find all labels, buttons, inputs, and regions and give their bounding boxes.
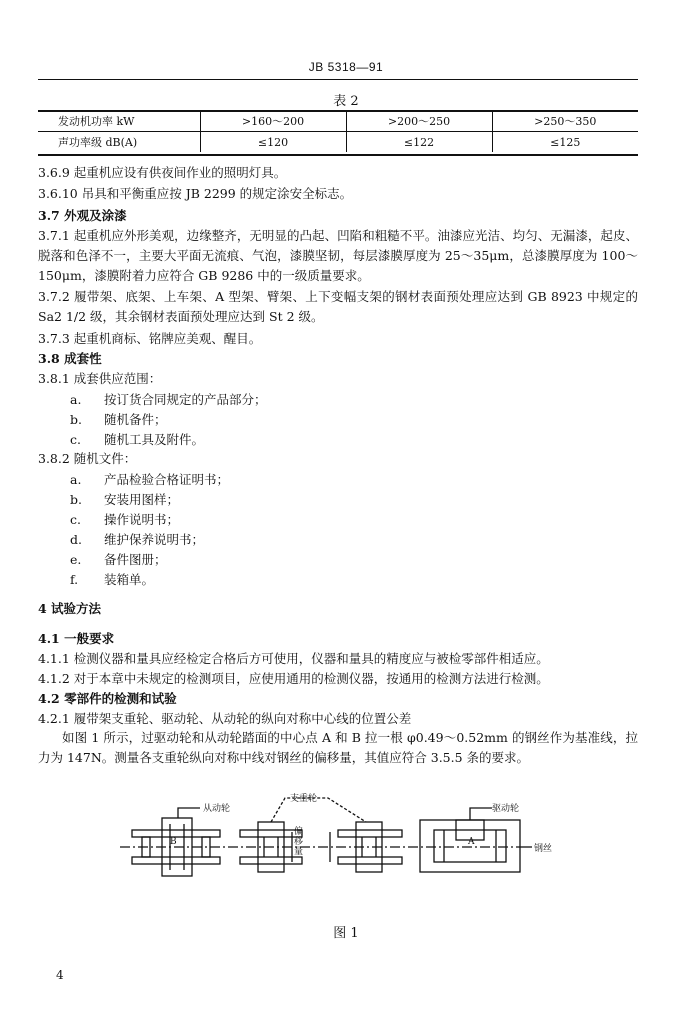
section-4-title: 4 试验方法	[38, 601, 102, 616]
standard-number: JB 5318—91	[308, 60, 384, 74]
roller-leader	[271, 798, 366, 822]
clause-4-2-1: 4.2.1 履带架支重轮、驱动轮、从动轮的纵向对称中心线的位置公差	[38, 711, 412, 726]
clause-3-8-2: 3.8.2 随机文件：	[38, 451, 137, 466]
header-rule	[38, 79, 638, 80]
table-caption: 表 2	[333, 94, 359, 109]
table-cell: ≤122	[346, 132, 492, 153]
clause-3-7-3: 3.7.3 起重机商标、铭牌应美观、醒目。	[38, 331, 262, 346]
page-number: 4	[56, 968, 64, 982]
list-item: c. 随机工具及附件。	[70, 432, 205, 447]
list-item: e. 备件图册；	[70, 552, 167, 567]
sprocket-leader	[470, 808, 492, 820]
label-sprocket: 驱动轮	[492, 804, 520, 814]
list-item: a. 按订货合同规定的产品部分；	[70, 392, 267, 407]
clause-4-2-1-body: 如图 1 所示，过驱动轮和从动轮踏面的中心点 A 和 B 拉一根 φ0.49～0.52mm 的钢丝作为基准线，拉力为 147N。测量各支重轮纵向对称中线对钢丝的偏移量，其值应符合 3.5.5 条的要求。	[38, 730, 638, 765]
table-row	[38, 111, 638, 132]
label-idler: 从动轮	[203, 804, 231, 814]
section-4-2-title: 4.2 零部件的检测和试验	[38, 691, 177, 706]
table-bottom-rule	[38, 154, 638, 156]
section-3-8-title: 3.8 成套性	[38, 351, 102, 366]
idler-leader	[178, 808, 200, 818]
label-wire: 钢丝	[534, 844, 553, 854]
clause-3-7-2: 3.7.2 履带架、底架、上车架、A 型架、臂架、上下变幅支架的钢材表面预处理应达到 GB 8923 中规定的 Sa2 1/2 级，其余钢材表面预处理应达到 St 2 级。	[38, 289, 638, 324]
table-cell: >250～350	[492, 111, 638, 132]
clause-3-6-10: 3.6.10 吊具和平衡重应按 JB 2299 的规定涂安全标志。	[38, 186, 353, 201]
list-item: a. 产品检验合格证明书；	[70, 472, 230, 487]
clause-3-7-1: 3.7.1 起重机应外形美观，边缘整齐，无明显的凸起、凹陷和粗糙不平。油漆应光洁、均匀、无漏漆，起皮、脱落和色泽不一，主要大平面无流痕、气泡，漆膜坚韧，每层漆膜厚度为 25～35μm，总漆膜厚度为 100～150μm，漆膜附着力应符合 GB 9286 中的一级质量要求。	[38, 228, 638, 283]
noise-table	[38, 111, 638, 152]
table-row	[38, 132, 638, 153]
section-4-1-title: 4.1 一般要求	[38, 631, 115, 646]
table-cell: ≤120	[200, 132, 346, 153]
list-item: c. 操作说明书；	[70, 512, 180, 527]
list-item: f. 装箱单。	[70, 572, 155, 587]
clause-3-6-9: 3.6.9 起重机应设有供夜间作业的照明灯具。	[38, 165, 287, 180]
clause-4-1-2: 4.1.2 对于本章中未规定的检测项目，应使用通用的检测仪器，按通用的检测方法进行检测。	[38, 671, 549, 686]
table-cell: >160～200	[200, 111, 346, 132]
label-track-roller: 支重轮	[290, 794, 318, 804]
table-cell: ≤125	[492, 132, 638, 153]
label-point-a: A	[468, 837, 475, 847]
row-label: 声功率级 dB(A)	[58, 136, 138, 149]
clause-3-8-1: 3.8.1 成套供应范围：	[38, 371, 162, 386]
table-cell: >200～250	[346, 111, 492, 132]
list-item: b. 安装用图样；	[70, 492, 180, 507]
list-item: d. 维护保养说明书；	[70, 532, 205, 547]
list-item: b. 随机备件；	[70, 412, 167, 427]
label-point-b: B	[170, 837, 177, 847]
clause-4-1-1: 4.1.1 检测仪器和量具应经检定合格后方可使用，仪器和量具的精度应与被检零部件相适应。	[38, 651, 549, 666]
section-3-7-title: 3.7 外观及涂漆	[38, 208, 127, 223]
figure-caption: 图 1	[333, 926, 359, 941]
row-label: 发动机功率 kW	[38, 111, 200, 132]
label-offset: 偏移量	[294, 827, 304, 857]
